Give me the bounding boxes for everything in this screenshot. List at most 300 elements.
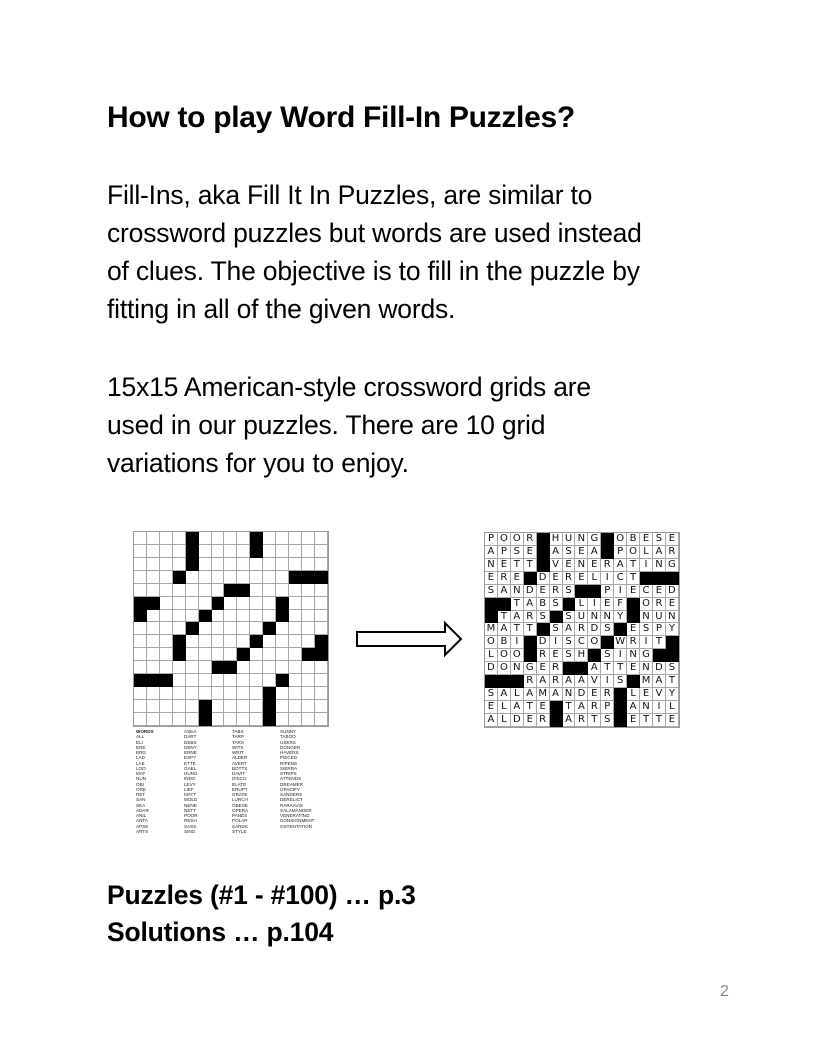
blank-puzzle-grid bbox=[133, 531, 329, 727]
grid-cell bbox=[250, 558, 263, 571]
grid-cell bbox=[199, 687, 212, 700]
black-cell bbox=[263, 700, 276, 713]
grid-cell: F bbox=[614, 598, 627, 611]
black-cell bbox=[302, 648, 315, 661]
word-item: INDO bbox=[184, 776, 196, 782]
word-column bbox=[136, 729, 184, 834]
grid-cell bbox=[315, 532, 328, 545]
word-item: NUN bbox=[136, 776, 146, 782]
grid-cell: C bbox=[640, 585, 653, 598]
grid-cell bbox=[289, 584, 302, 597]
grid-cell bbox=[160, 635, 173, 648]
intro-paragraph bbox=[107, 176, 747, 328]
grid-cell: O bbox=[614, 533, 627, 546]
word-item: DEBS bbox=[184, 739, 197, 745]
grid-cell: L bbox=[640, 546, 653, 559]
grid-cell: E bbox=[511, 572, 524, 585]
black-cell bbox=[263, 622, 276, 635]
black-cell bbox=[666, 572, 679, 585]
grid-cell bbox=[276, 713, 289, 726]
grid-cell: T bbox=[666, 675, 679, 688]
word-item: RARAAVIS bbox=[280, 802, 303, 808]
grid-cell: R bbox=[524, 611, 537, 624]
grid-cell bbox=[173, 558, 186, 571]
grid-cell bbox=[134, 584, 147, 597]
word-item: SALAMANDER bbox=[280, 807, 312, 813]
word-item: DAVIT bbox=[232, 771, 246, 776]
black-cell bbox=[186, 545, 199, 558]
grid-cell bbox=[212, 687, 225, 700]
grid-cell: N bbox=[511, 662, 524, 675]
grid-cell: A bbox=[498, 688, 511, 701]
grid-cell bbox=[224, 687, 237, 700]
grid-cell: I bbox=[614, 649, 627, 662]
grid-cell: A bbox=[485, 714, 498, 727]
word-item: ETTE bbox=[184, 760, 196, 766]
black-cell bbox=[653, 572, 666, 585]
grid-cell: E bbox=[537, 585, 550, 598]
grid-cell: D bbox=[537, 572, 550, 585]
word-item: DREAMER bbox=[280, 781, 303, 787]
grid-cell: S bbox=[485, 688, 498, 701]
grid-cell: I bbox=[640, 559, 653, 572]
grid-cell: B bbox=[627, 533, 640, 546]
word-item: ELI bbox=[136, 739, 143, 745]
grid-cell: O bbox=[511, 649, 524, 662]
grid-cell bbox=[160, 687, 173, 700]
grid-cell bbox=[160, 713, 173, 726]
word-item: NETT bbox=[184, 807, 196, 813]
grid-cell: A bbox=[550, 546, 563, 559]
grid-cell bbox=[315, 545, 328, 558]
grid-cell bbox=[134, 635, 147, 648]
grid-cell bbox=[237, 571, 250, 584]
grid-cell: M bbox=[537, 688, 550, 701]
black-cell bbox=[614, 688, 627, 701]
grid-cell: N bbox=[653, 559, 666, 572]
black-cell bbox=[563, 598, 576, 611]
grid-cell: U bbox=[575, 611, 588, 624]
grid-cell: L bbox=[666, 701, 679, 714]
word-item: ASEA bbox=[184, 729, 197, 734]
grid-cell bbox=[302, 610, 315, 623]
grid-cell: P bbox=[653, 623, 666, 636]
intro-line: fitting in all of the given words. bbox=[107, 294, 456, 324]
grid-cell: U bbox=[653, 611, 666, 624]
grid-cell: R bbox=[588, 701, 601, 714]
word-item: ANTA bbox=[136, 818, 148, 824]
grid-cell: G bbox=[640, 649, 653, 662]
word-item: SIERRA bbox=[280, 765, 298, 771]
grid-cell bbox=[224, 571, 237, 584]
black-cell bbox=[575, 662, 588, 675]
grid-cell: L bbox=[575, 598, 588, 611]
grid-cell: P bbox=[485, 533, 498, 546]
grid-cell bbox=[212, 674, 225, 687]
word-item: OSTENTATION bbox=[280, 823, 312, 829]
grid-cell: Y bbox=[666, 623, 679, 636]
grid-cell bbox=[302, 713, 315, 726]
grid-cell: U bbox=[563, 533, 576, 546]
grid-cell bbox=[250, 713, 263, 726]
grid-cell: D bbox=[653, 662, 666, 675]
word-item: ARTS bbox=[136, 828, 149, 834]
grid-cell: I bbox=[640, 636, 653, 649]
black-cell bbox=[173, 635, 186, 648]
grid-cell bbox=[315, 674, 328, 687]
word-item: DISCO bbox=[232, 776, 247, 782]
word-column bbox=[232, 729, 280, 834]
grid-cell bbox=[276, 687, 289, 700]
grid-cell: W bbox=[614, 636, 627, 649]
grid-cell: S bbox=[653, 533, 666, 546]
black-cell bbox=[524, 572, 537, 585]
black-cell bbox=[601, 636, 614, 649]
grid-cell: T bbox=[563, 701, 576, 714]
black-cell bbox=[601, 533, 614, 546]
grid-cell bbox=[224, 597, 237, 610]
grid-cell bbox=[224, 622, 237, 635]
grid-cell: P bbox=[498, 546, 511, 559]
grid-cell bbox=[263, 558, 276, 571]
toc-solutions: Solutions … p.104 bbox=[107, 917, 334, 947]
word-item: OPACIFY bbox=[280, 786, 300, 792]
grid-cell bbox=[263, 545, 276, 558]
grid-cell bbox=[250, 622, 263, 635]
grid-cell: I bbox=[653, 701, 666, 714]
grid-cell bbox=[250, 597, 263, 610]
grid-cell: S bbox=[601, 623, 614, 636]
black-cell bbox=[147, 674, 160, 687]
grid-cell bbox=[199, 545, 212, 558]
black-cell bbox=[511, 675, 524, 688]
word-column bbox=[184, 729, 232, 834]
grid-cell bbox=[302, 558, 315, 571]
grid-info-line: variations for you to enjoy. bbox=[107, 448, 409, 478]
grid-cell: E bbox=[627, 585, 640, 598]
black-cell bbox=[302, 571, 315, 584]
black-cell bbox=[498, 675, 511, 688]
grid-cell bbox=[147, 648, 160, 661]
grid-cell bbox=[186, 700, 199, 713]
grid-cell bbox=[250, 648, 263, 661]
grid-cell bbox=[212, 700, 225, 713]
black-cell bbox=[588, 649, 601, 662]
grid-cell: E bbox=[627, 623, 640, 636]
grid-cell: R bbox=[524, 533, 537, 546]
grid-cell bbox=[302, 687, 315, 700]
grid-cell: T bbox=[511, 559, 524, 572]
grid-cell: T bbox=[498, 611, 511, 624]
grid-cell: I bbox=[601, 675, 614, 688]
grid-cell: L bbox=[498, 701, 511, 714]
grid-cell: N bbox=[563, 688, 576, 701]
grid-cell bbox=[289, 713, 302, 726]
grid-cell: N bbox=[627, 649, 640, 662]
grid-cell bbox=[160, 571, 173, 584]
word-item: ELATE bbox=[232, 781, 247, 787]
grid-cell: Y bbox=[666, 688, 679, 701]
grid-cell bbox=[250, 687, 263, 700]
grid-cell bbox=[199, 597, 212, 610]
black-cell bbox=[263, 713, 276, 726]
grid-cell: R bbox=[627, 636, 640, 649]
word-item: STYLE bbox=[232, 828, 247, 834]
grid-cell bbox=[237, 700, 250, 713]
black-cell bbox=[173, 648, 186, 661]
grid-cell bbox=[173, 687, 186, 700]
word-item: TARP bbox=[232, 734, 244, 740]
grid-cell bbox=[173, 545, 186, 558]
black-cell bbox=[212, 661, 225, 674]
grid-cell: E bbox=[524, 546, 537, 559]
word-item: SEA bbox=[136, 802, 146, 808]
black-cell bbox=[485, 611, 498, 624]
intro-line: crossword puzzles but words are used instead bbox=[107, 218, 642, 248]
black-cell bbox=[289, 571, 302, 584]
grid-cell: A bbox=[563, 675, 576, 688]
grid-cell bbox=[302, 622, 315, 635]
grid-cell: S bbox=[614, 675, 627, 688]
grid-cell: D bbox=[666, 585, 679, 598]
grid-cell bbox=[134, 532, 147, 545]
grid-cell: D bbox=[524, 585, 537, 598]
grid-cell bbox=[186, 648, 199, 661]
black-cell bbox=[614, 701, 627, 714]
word-item: ERG bbox=[136, 750, 146, 755]
grid-cell bbox=[212, 532, 225, 545]
grid-cell: A bbox=[575, 675, 588, 688]
word-item: POLAR bbox=[232, 818, 248, 824]
grid-cell bbox=[186, 713, 199, 726]
black-cell bbox=[537, 546, 550, 559]
grid-cell: T bbox=[524, 701, 537, 714]
grid-cell: I bbox=[588, 598, 601, 611]
grid-cell bbox=[147, 622, 160, 635]
word-item: TARS bbox=[232, 739, 244, 745]
black-cell bbox=[134, 597, 147, 610]
word-item: OPERA bbox=[232, 807, 249, 813]
word-item: POOR bbox=[184, 813, 198, 818]
grid-cell bbox=[224, 545, 237, 558]
grid-cell: E bbox=[575, 572, 588, 585]
grid-cell: H bbox=[550, 533, 563, 546]
black-cell bbox=[563, 662, 576, 675]
black-cell bbox=[250, 635, 263, 648]
grid-cell: L bbox=[485, 649, 498, 662]
grid-cell: T bbox=[627, 572, 640, 585]
black-cell bbox=[199, 700, 212, 713]
black-cell bbox=[224, 584, 237, 597]
grid-cell: A bbox=[563, 714, 576, 727]
grid-cell: O bbox=[627, 546, 640, 559]
grid-info-paragraph bbox=[107, 368, 747, 482]
grid-cell: O bbox=[640, 598, 653, 611]
grid-cell bbox=[315, 622, 328, 635]
black-cell bbox=[276, 674, 289, 687]
black-cell bbox=[498, 598, 511, 611]
grid-cell: R bbox=[601, 559, 614, 572]
grid-cell bbox=[289, 610, 302, 623]
black-cell bbox=[250, 532, 263, 545]
grid-cell bbox=[224, 610, 237, 623]
word-item: GRATE bbox=[232, 792, 248, 797]
black-cell bbox=[666, 649, 679, 662]
black-cell bbox=[237, 584, 250, 597]
black-cell bbox=[134, 610, 147, 623]
grid-cell: R bbox=[550, 662, 563, 675]
grid-cell bbox=[276, 571, 289, 584]
word-item: ANIL bbox=[136, 813, 147, 818]
black-cell bbox=[601, 546, 614, 559]
grid-cell: A bbox=[653, 675, 666, 688]
grid-cell bbox=[302, 532, 315, 545]
grid-cell bbox=[250, 571, 263, 584]
grid-cell bbox=[263, 610, 276, 623]
grid-cell bbox=[147, 532, 160, 545]
grid-cell: R bbox=[653, 598, 666, 611]
grid-cell: D bbox=[537, 636, 550, 649]
grid-cell: R bbox=[666, 546, 679, 559]
grid-cell bbox=[160, 584, 173, 597]
grid-cell bbox=[237, 687, 250, 700]
grid-cell: S bbox=[601, 649, 614, 662]
grid-cell bbox=[224, 532, 237, 545]
word-item: LURCH bbox=[232, 797, 248, 803]
grid-cell: S bbox=[563, 636, 576, 649]
grid-cell bbox=[199, 674, 212, 687]
grid-cell: S bbox=[563, 611, 576, 624]
grid-cell bbox=[289, 597, 302, 610]
grid-cell bbox=[160, 545, 173, 558]
toc-puzzles: Puzzles (#1 - #100) … p.3 bbox=[107, 880, 416, 910]
grid-cell bbox=[237, 674, 250, 687]
grid-cell: E bbox=[666, 533, 679, 546]
grid-cell bbox=[186, 661, 199, 674]
intro-line: Fill-Ins, aka Fill It In Puzzles, are similar to bbox=[107, 180, 593, 210]
grid-cell bbox=[289, 622, 302, 635]
intro-line: of clues. The objective is to fill in the puzzle by bbox=[107, 256, 640, 286]
black-cell bbox=[276, 610, 289, 623]
grid-cell: O bbox=[498, 649, 511, 662]
grid-cell bbox=[147, 687, 160, 700]
grid-cell: E bbox=[537, 662, 550, 675]
grid-cell bbox=[212, 648, 225, 661]
grid-cell bbox=[212, 610, 225, 623]
grid-cell bbox=[173, 661, 186, 674]
grid-cell bbox=[212, 713, 225, 726]
grid-cell bbox=[186, 635, 199, 648]
grid-cell: E bbox=[588, 688, 601, 701]
black-cell bbox=[199, 713, 212, 726]
grid-cell: S bbox=[601, 714, 614, 727]
grid-cell bbox=[173, 532, 186, 545]
grid-cell: P bbox=[601, 585, 614, 598]
black-cell bbox=[315, 571, 328, 584]
grid-cell bbox=[263, 635, 276, 648]
grid-cell bbox=[276, 700, 289, 713]
grid-cell bbox=[315, 661, 328, 674]
grid-cell bbox=[199, 622, 212, 635]
grid-cell: E bbox=[627, 714, 640, 727]
grid-cell: R bbox=[575, 714, 588, 727]
word-item: TABS bbox=[232, 729, 244, 734]
grid-cell: S bbox=[485, 585, 498, 598]
grid-cell bbox=[276, 584, 289, 597]
grid-cell: O bbox=[498, 662, 511, 675]
grid-cell: S bbox=[563, 585, 576, 598]
grid-cell: S bbox=[640, 623, 653, 636]
grid-cell bbox=[263, 648, 276, 661]
grid-cell: R bbox=[563, 572, 576, 585]
grid-cell bbox=[134, 648, 147, 661]
grid-cell: S bbox=[511, 546, 524, 559]
grid-cell bbox=[263, 584, 276, 597]
word-item: LEVY bbox=[184, 781, 196, 787]
grid-cell bbox=[302, 700, 315, 713]
grid-cell bbox=[186, 584, 199, 597]
word-item: ALDER bbox=[232, 755, 248, 761]
grid-cell: O bbox=[498, 533, 511, 546]
grid-cell: E bbox=[537, 701, 550, 714]
black-cell bbox=[537, 559, 550, 572]
word-item: LIEF bbox=[184, 786, 194, 792]
word-item: NENE bbox=[184, 802, 197, 808]
grid-cell bbox=[302, 635, 315, 648]
grid-cell bbox=[263, 661, 276, 674]
grid-cell bbox=[237, 713, 250, 726]
grid-cell: D bbox=[588, 623, 601, 636]
grid-cell bbox=[212, 635, 225, 648]
black-cell bbox=[315, 635, 328, 648]
word-item: SAN bbox=[136, 797, 146, 803]
grid-cell: E bbox=[485, 701, 498, 714]
grid-cell bbox=[212, 558, 225, 571]
grid-cell bbox=[173, 584, 186, 597]
black-cell bbox=[524, 636, 537, 649]
grid-cell: E bbox=[653, 585, 666, 598]
grid-cell bbox=[173, 597, 186, 610]
word-item: ALL bbox=[136, 734, 145, 740]
grid-cell bbox=[250, 661, 263, 674]
grid-cell: A bbox=[485, 546, 498, 559]
grid-cell bbox=[147, 584, 160, 597]
word-item: HUNG bbox=[184, 771, 198, 776]
grid-cell: V bbox=[588, 675, 601, 688]
grid-cell bbox=[160, 597, 173, 610]
grid-cell: A bbox=[498, 623, 511, 636]
grid-cell bbox=[173, 713, 186, 726]
black-cell bbox=[550, 714, 563, 727]
grid-cell: T bbox=[614, 662, 627, 675]
grid-cell: R bbox=[575, 623, 588, 636]
black-cell bbox=[614, 623, 627, 636]
grid-cell bbox=[147, 558, 160, 571]
grid-cell bbox=[289, 700, 302, 713]
grid-cell bbox=[199, 532, 212, 545]
grid-info-line: used in our puzzles. There are 10 grid bbox=[107, 410, 546, 440]
grid-cell bbox=[302, 674, 315, 687]
grid-cell bbox=[134, 700, 147, 713]
grid-cell: T bbox=[653, 636, 666, 649]
grid-cell: N bbox=[575, 559, 588, 572]
grid-cell: R bbox=[550, 675, 563, 688]
word-item: ATTENDS bbox=[280, 776, 302, 782]
grid-cell: O bbox=[485, 636, 498, 649]
grid-cell: N bbox=[511, 585, 524, 598]
grid-cell bbox=[134, 571, 147, 584]
grid-cell bbox=[302, 545, 315, 558]
